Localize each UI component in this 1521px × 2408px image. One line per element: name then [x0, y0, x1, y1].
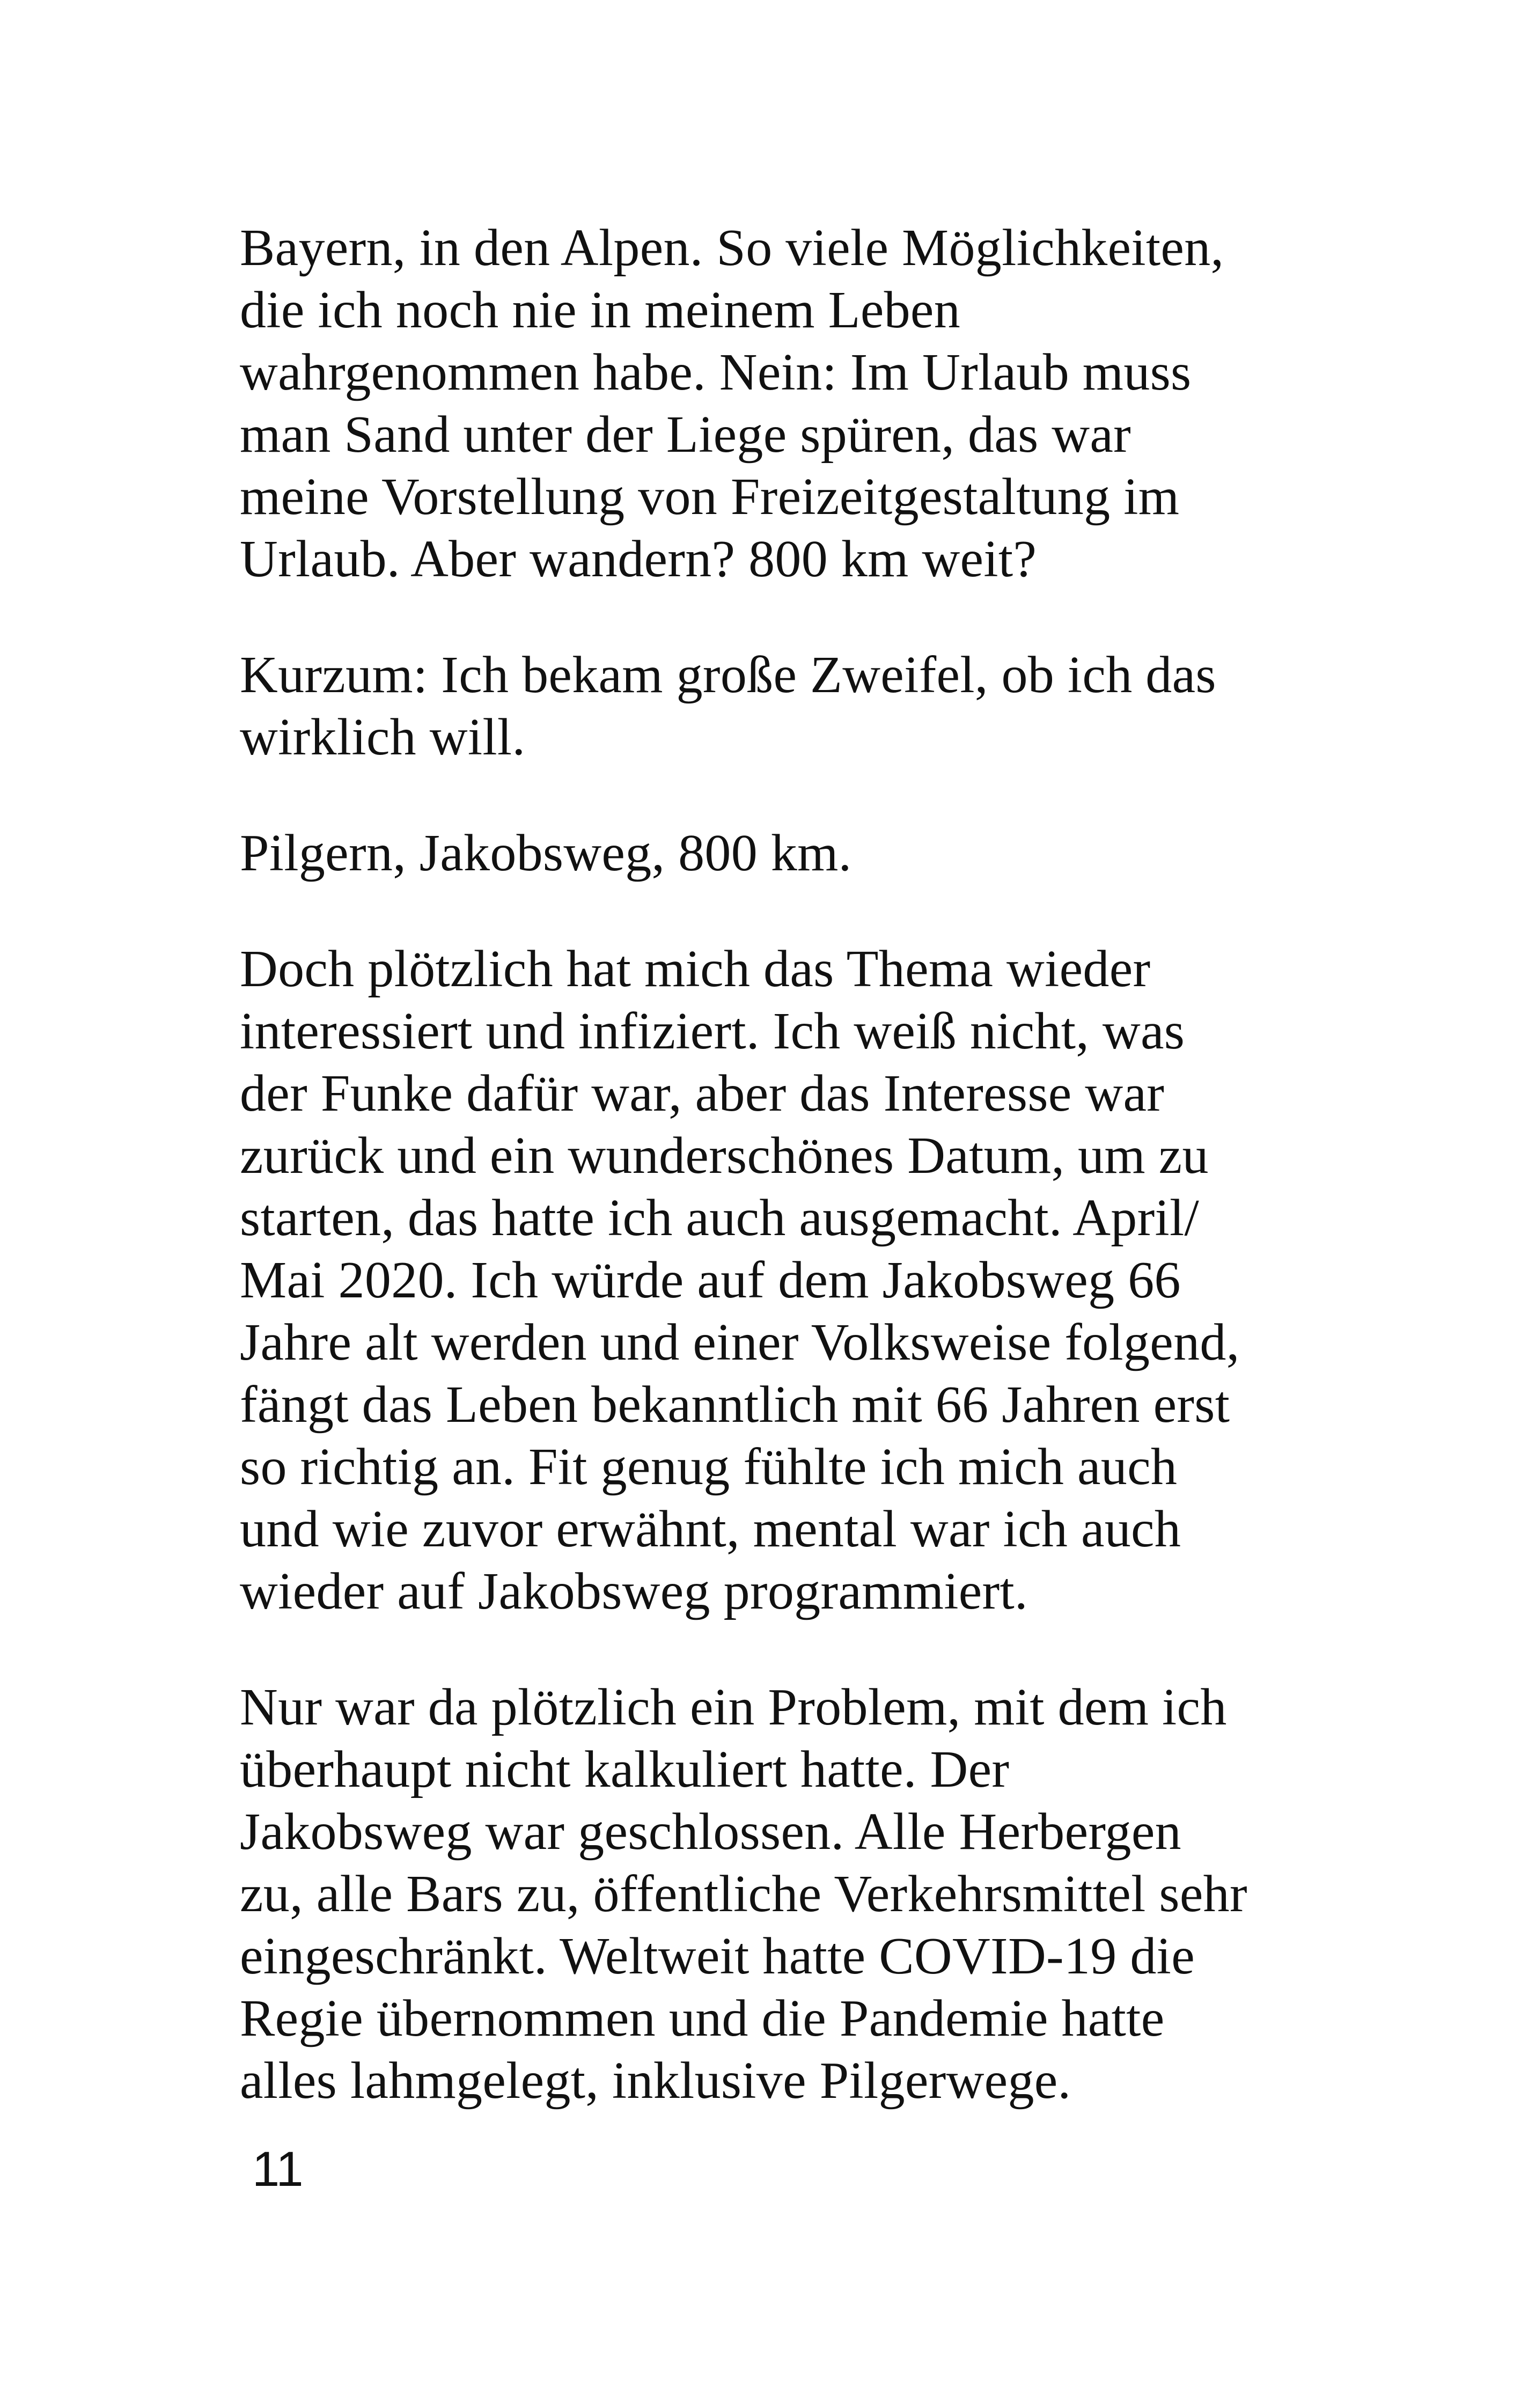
paragraph	[240, 644, 1313, 768]
text-line: interessiert und infiziert. Ich weiß nicht, was	[240, 1002, 1185, 1060]
text-line: Doch plötzlich hat mich das Thema wieder	[240, 940, 1151, 998]
text-line: Jakobsweg war geschlossen. Alle Herbergen	[240, 1803, 1181, 1861]
text-line: Kurzum: Ich bekam große Zweifel, ob ich das	[240, 646, 1216, 704]
text-line: so richtig an. Fit genug fühlte ich mich auch	[240, 1438, 1178, 1496]
paragraph-spacer	[240, 768, 1313, 822]
text-line: und wie zuvor erwähnt, mental war ich auch	[240, 1500, 1181, 1558]
text-line: Jahre alt werden und einer Volksweise folgend,	[240, 1313, 1240, 1371]
text-line: fängt das Leben bekanntlich mit 66 Jahren erst	[240, 1376, 1230, 1434]
paragraph-spacer	[240, 590, 1313, 644]
paragraph	[240, 822, 1313, 884]
page-number: 11	[252, 2142, 304, 2197]
text-line: zu, alle Bars zu, öffentliche Verkehrsmittel sehr	[240, 1865, 1247, 1923]
text-line: Urlaub. Aber wandern? 800 km weit?	[240, 530, 1037, 588]
text-line: wieder auf Jakobsweg programmiert.	[240, 1562, 1028, 1620]
paragraph	[240, 217, 1313, 590]
text-line: meine Vorstellung von Freizeitgestaltung im	[240, 468, 1180, 526]
body-text	[240, 217, 1313, 2112]
text-line: die ich noch nie in meinem Leben	[240, 281, 961, 339]
paragraph-spacer	[240, 884, 1313, 938]
text-line: Bayern, in den Alpen. So viele Möglichkeiten,	[240, 219, 1224, 277]
paragraph	[240, 938, 1313, 1623]
paragraph	[240, 1676, 1313, 2112]
text-line: Nur war da plötzlich ein Problem, mit dem ich	[240, 1678, 1227, 1736]
text-line: Regie übernommen und die Pandemie hatte	[240, 1989, 1165, 2047]
text-line: starten, das hatte ich auch ausgemacht. April/	[240, 1189, 1200, 1247]
text-line: Pilgern, Jakobsweg, 800 km.	[240, 824, 852, 882]
text-line: wirklich will.	[240, 708, 526, 766]
text-line: wahrgenommen habe. Nein: Im Urlaub muss	[240, 343, 1192, 401]
text-line: zurück und ein wunderschönes Datum, um zu	[240, 1127, 1209, 1185]
text-line: alles lahmgelegt, inklusive Pilgerwege.	[240, 2052, 1071, 2110]
text-line: man Sand unter der Liege spüren, das war	[240, 406, 1131, 464]
text-line: der Funke dafür war, aber das Interesse war	[240, 1064, 1165, 1122]
text-line: überhaupt nicht kalkuliert hatte. Der	[240, 1741, 1010, 1798]
text-line: eingeschränkt. Weltweit hatte COVID-19 die	[240, 1927, 1195, 1985]
text-line: Mai 2020. Ich würde auf dem Jakobsweg 66	[240, 1251, 1181, 1309]
paragraph-spacer	[240, 1623, 1313, 1676]
